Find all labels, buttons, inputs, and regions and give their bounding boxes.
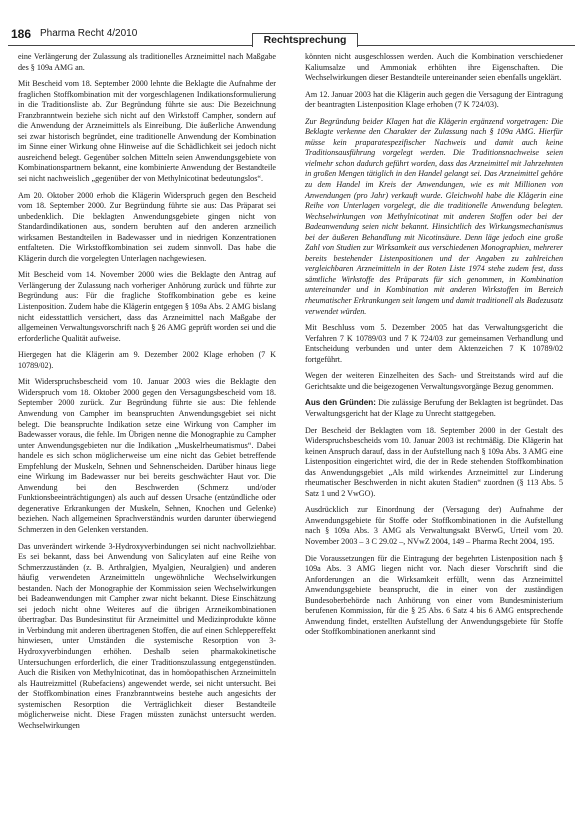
paragraph: eine Verlängerung der Zulassung als traditionelles Arzneimittel nach Maßgabe des § 109a AMG an. [18,52,276,72]
paragraph: Das unverändert wirkende 3-Hydroxyverbindungen sei nicht nachvollziehbar. Es sei bekannt, dass bei Anwendung von Salicylaten auf eine Reihe von Schmerzzuständen (z. B. Arthralgien, Myalgien, Neuralgien) und anderen häufig verwendeten Arzneimitteln ungewöhnliche Wechselwirkungen bestanden. Nach der Monographie der Kommission seien Wechselwirkungen bei Badeanwendungen mit Campher zwar nicht bekannt. Diese Einschätzung sei jedoch nicht ohne Weiteres auf die übrigen Arzneikombinationen übertragbar. Das Bundesinstitut für Arzneimittel und Medizinprodukte könne in Verbindung mit anderen übertragenen Stoffen, die auf einen Schleppereffekt hinwiesen, unter Umständen die systemische Resorption von 3-Hydroxyverbindungen erhöhen. Deshalb seien pharmakokinetische Untersuchungen erforderlich, die einer Traditionszulassung entgegenstünden. Auch die Risiken von Methylnicotinat, das in homöopathischen Arzneimitteln als Hautreizmittel (Rubefaciens) angewendet werde, sei nicht untersucht. Bei der Stoffkombination eines Franzbranntweins bestehe auch angesichts der systemischen Resorption die Verträglichkeit dieser Bestandteile möglicherweise nicht. Diese Fragen müssten zunächst untersucht werden. Wechselwirkungen [18,541,276,730]
section-title: Rechtsprechung [252,33,358,47]
reasons-heading: Aus den Gründen: [305,398,376,408]
paragraph: Mit Bescheid vom 14. November 2000 wies die Beklagte den Antrag auf Verlängerung der Zulassung nach vorheriger Anhörung zurück und führte zur Begründung aus: Für die fragliche Stoffkombination gebe es keine Listenposition. Zudem habe die Klägerin entgegen § 109a Abs. 2 AMG bislang nicht eidesstattlich versichert, dass das Arzneimittel nach Maßgabe der allgemeinen Verwaltungsvorschrift nach § 26 AMG geprüft worden sei und die erforderliche Qualität aufweise. [18,270,276,343]
paragraph: Die Voraussetzungen für die Eintragung der begehrten Listenposition nach § 109a Abs. 3 AMG liegen nicht vor. Nach dieser Vorschrift sind die Anforderungen an die Wirksamkeit erfüllt, wenn das Arzneimittel Anwendungsgebiete beansprucht, die in einer von der zuständigen Bundesoberbehörde nach Anhörung von einer vom Bundesministerium berufenen Kommission, für die § 25 Abs. 6 Satz 4 bis 6 AMG entsprechende Anwendung findet, erstellten Aufstellung der Anwendungsgebiete für Stoffe oder Stoffkombinationen anerkannt sind [305,553,563,637]
paragraph-reasons: Aus den Gründen: Die zulässige Berufung der Beklagten ist begründet. Das Verwaltungsgericht hat der Klage zu Unrecht stattgegeben. [305,398,563,418]
page-header [8,16,575,46]
paragraph: Wegen der weiteren Einzelheiten des Sach- und Streitstands wird auf die Gerichtsakte und die beigezogenen Verwaltungsvorgänge Bezug genommen. [305,371,563,391]
paragraph: Ausdrücklich zur Einordnung der (Versagung der) Aufnahme der Anwendungsgebiete für Stoffe oder Stoffkombinationen in die Aufstellung nach § 109a Abs. 3 AMG als Verwaltungsakt BVerwG, Urteil vom 20. November 2003 – 3 C 29.02 –, NVwZ 2004, 149 – Pharma Recht 2004, 195. [305,505,563,546]
paragraph: Hiergegen hat die Klägerin am 9. Dezember 2002 Klage erhoben (7 K 10789/02). [18,350,276,370]
left-column [18,52,276,737]
paragraph: Mit Bescheid vom 18. September 2000 lehnte die Beklagte die Aufnahme der fraglichen Stoffkombination mit der vorgeschlagenen Indikationsformulierung in die Traditionsliste ab. Zur Begründung führte sie aus: Die Bezeichnung Franzbranntwein beziehe sich nicht auf den Wirkstoff Campher, sondern auf die Anwendung der Arzneimittels als Einreibung. Die äußerliche Anwendung sei zwar historisch begründet, eine traditionelle Anwendung der Kombination im Sinne einer Wirkung ohne Hinweise auf die Schädlichkeit sei jedoch nicht ausreichend belegt. Gegenüber solchen Mitteln seien Anwendungsgebiete von Kombinationspartnern bekannt, eine kombinierte Anwendung der Bestandteile sei nicht nachweislich „gegenüber der von Methylnicotinat bedeutungslos“. [18,79,276,184]
right-column [305,52,563,644]
paragraph: könnten nicht ausgeschlossen werden. Auch die Kombination verschiedener Kaliumsalze und Ammoniak erhöhten ihre Eigenschaften. Die Wechselwirkungen dieser Bestandteile untereinander seien ebenfalls ungeklärt. [305,52,563,83]
paragraph: Am 20. Oktober 2000 erhob die Klägerin Widerspruch gegen den Bescheid vom 18. September 2000. Zur Begründung führte sie aus: Das Präparat sei unbedenklich. Die beklagten Anwendungsgebiete gingen nicht von Standardindikationen aus, sondern beruhten auf den anderen arzneilich wirksamen Bestandteilen in Badewasser und in niedrigen Konzentrationen entfalteten. Die Wirkstoffkombination sei zudem sinnvoll. Das habe die Klägerin durch die vorgelegten Unterlagen nachgewiesen. [18,190,276,263]
paragraph: Am 12. Januar 2003 hat die Klägerin auch gegen die Versagung der Eintragung der beantragten Listenposition Klage erhoben (7 K 724/03). [305,89,563,110]
paragraph: Zur Begründung beider Klagen hat die Klägerin ergänzend vorgetragen: Die Beklagte verkenne den Charakter der Zulassung nach § 109a AMG. Hierfür müsse kein praparatespezifischer Nachweis und damit auch keine Traditionsausführung vorgelegt werden. Die Traditionsnachweise seien vielmehr schon dadurch geführt worden, dass das Arzneimittel mit Jahrzehnten in großen Mengen tätiglich in den Handel gelangt sei. Das Arzneimittel gehöre zu dem Handel im Kreis der Anwendungen, wie es mit Millionen von Anwendungen (pro Jahr) verkauft wurde. Gleichwohl habe die Klägerin eine Reihe von Unterlagen vorgelegt, die die traditionelle Anwendung belegten. Wechselwirkungen von Methylnicotinat mit anderen Stoffen oder bei der Badeanwendung seien nicht bekannt. Hinsichtlich des Wirkungsmechanismus bei der äußeren Behandlung mit Nicotinsäure. Denn läge jedoch eine große Zahl von Studien zur Wirksamkeit aus verschiedenen Monographien, mehrerer bereits bestehender Listenpositionen und der Angaben zu zahlreichen vergleichbaren Arzneimitteln in der Roten Liste 1974 stehe zudem fest, dass sämtliche Wirkstoffe des Präparats für sich genommen, in Kombination untereinander und in Kombination mit anderen Wirkstoffen im Bereich rheumatischer Erkrankungen seit langem und damit traditionell als Badezusatz verwendet würden. [305,116,563,316]
paragraph: Mit Widerspruchsbescheid vom 10. Januar 2003 wies die Beklagte den Widerspruch vom 18. Oktober 2000 gegen den Versagungsbescheid vom 18. September 2000 zurück. Zur Begründung führte sie aus: Die fehlende Anwendung von Campher im beanspruchten Anwendungsgebiet sei nicht belegt. Die beanspruchte Indikation setze eine Wirkung von Campher im Badewasser voraus, die fehle. Im Übrigen nenne die Monographie zu Campher unter Anwendungsgebieten nur die Indikation „Muskelrheumatismus“. Dabei handele es sich schon möglicherweise um eine nicht das Gebiet betreffende Empfehlung der Muskeln, Sehnen und Sehnenscheiden. Darüber hinaus liege eine Wirkung im Badewasser nur bei bereits geschwächter Haut vor. Die Anwendung bei den Beschwerden (Schmerz und/oder Funktionsbeeinträchtigungen) als auch auf dessen Ursache (entzündliche oder degenerative Erkrankungen der Muskeln, Sehnen, Knochen und Gelenke) beziehen. Nach allgemeinen Sprachverständnis wurden darunter überwiegend Schmerzen in den Gelenken verstanden. [18,377,276,534]
journal-title: Pharma Recht 4/2010 [40,28,138,39]
page-number: 186 [11,27,32,41]
paragraph: Der Bescheid der Beklagten vom 18. September 2000 in der Gestalt des Widerspruchsbescheids vom 10. Januar 2003 ist rechtmäßig. Die Klägerin hat keinen Anspruch darauf, dass in der Aufstellung nach § 109a Abs. 3 AMG eine Listenposition eingerichtet wird, die der in Rede stehenden Stoffkombination das Anwendungsgebiet „Als mild wirkendes Arzneimittel zur Linderung rheumatischer Beschwerden in nicht akuten Stadien“ zuordnen (§ 113 Abs. 5 Satz 1 und 2 VwGO). [305,425,563,498]
paragraph: Mit Beschluss vom 5. Dezember 2005 hat das Verwaltungsgericht die Verfahren 7 K 10789/03 und 7 K 724/03 zur gemeinsamen Verhandlung und Entscheidung verbunden und unter dem Aktenzeichen 7 K 10789/02 fortgeführt. [305,323,563,364]
